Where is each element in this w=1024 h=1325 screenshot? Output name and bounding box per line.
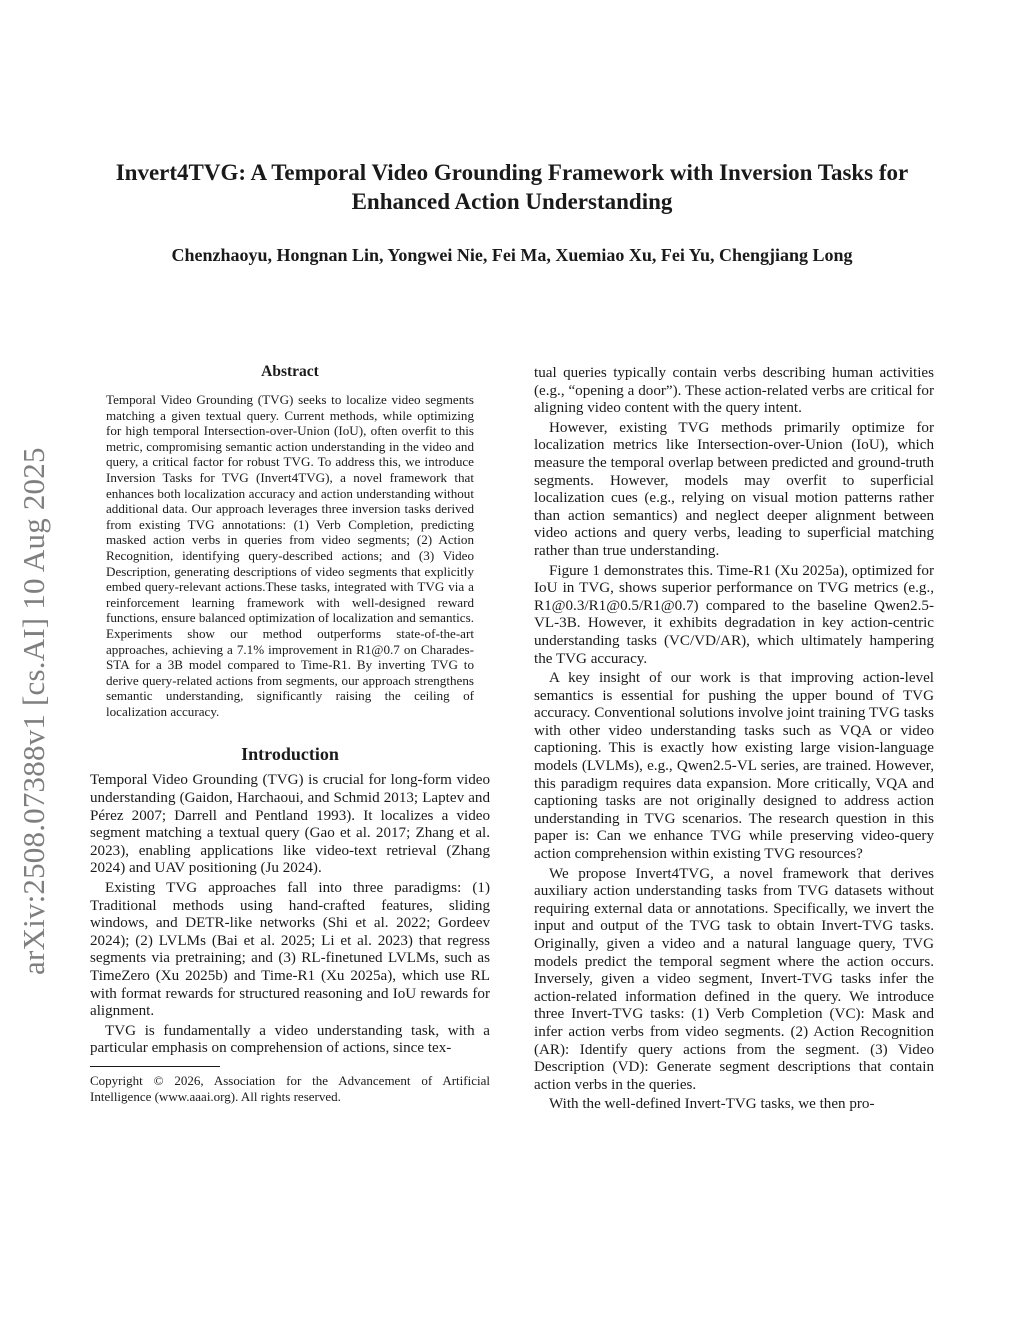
intro-paragraph-continued: tual queries typically contain verbs describing human activities (e.g., “opening a door”). These action-related verbs are critical for aligning video content with the query intent. [534,365,934,417]
author-list: Chenzhaoyu, Hongnan Lin, Yongwei Nie, Fei Ma, Xuemiao Xu, Fei Yu, Chengjiang Long [171,245,853,265]
abstract-text: Temporal Video Grounding (TVG) seeks to localize video segments matching a given textual query. Current methods, while optimizing for high temporal Intersection-over-Union (IoU), often overfit to this metric, compromising semantic action understanding in the video and query, a critical factor for robust TVG. To address this, we introduce Inversion Tasks for TVG (Invert4TVG), a novel framework that enhances both localization accuracy and action understanding without additional data. Our approach leverages three inversion tasks derived from existing TVG annotations: (1) Verb Completion, predicting masked action verbs in queries from video segments; (2) Action Recognition, identifying query-described actions; and (3) Video Description, generating descriptions of video segments that explicitly embed query-relevant actions.These tasks, integrated with TVG via a reinforcement learning framework with well-designed reward functions, ensure balanced optimization of localization and semantics. Experiments show our method outperforms state-of-the-art approaches, achieving a 7.1% improvement in R1@0.7 on Charades-STA for a 3B model compared to Time-R1. By inverting TVG to derive query-related actions from segments, our approach strengthens semantic understanding, significantly raising the ceiling of localization accuracy. [106,392,474,719]
paper-title-line-2: Enhanced Action Understanding [351,189,673,214]
footnote-divider [90,1066,220,1067]
copyright-footnote: Copyright © 2026, Association for the Advancement of Artificial Intelligence (www.aaai.org). All rights reserved. [90,1072,490,1104]
intro-paragraph-5: Figure 1 demonstrates this. Time-R1 (Xu 2025a), optimized for IoU in TVG, shows superior performance on TVG metrics (e.g., R1@0.3/R1@0.5/R1@0.7) compared to the baseline Qwen2.5-VL-3B. However, it exhibits degradation in key action-centric understanding tasks (VC/VD/AR), which ultimately hampering the TVG accuracy. [534,562,934,667]
right-column [534,365,934,1116]
intro-paragraph-6: A key insight of our work is that improving action-level semantics is essential for pushing the upper bound of TVG accuracy. Conventional solutions involve joint training TVG tasks with other video understanding tasks such as VQA or video captioning. This is exactly how existing large vision-language models (LVLMs), e.g., Qwen2.5-VL series, are trained. However, this paradigm requires data expansion. More critically, VQA and captioning tasks are not originally designed to address action understanding in TVG scenarios. The research question in this paper is: Can we enhance TVG while preserving video-query action comprehension within existing TVG resources? [534,670,934,863]
abstract-section [90,362,490,719]
abstract-heading: Abstract [261,363,319,380]
paper-title-line-1: Invert4TVG: A Temporal Video Grounding Framework with Inversion Tasks for [115,160,909,185]
intro-paragraph-4: However, existing TVG methods primarily optimize for localization metrics like Intersection-over-Union (IoU), which measure the temporal overlap between predicted and ground-truth segments. However, models may overfit to superficial localization cues (e.g., relying on visual motion patterns rather than action semantics) and neglect deeper alignment between video actions and query verbs, leading to superficial matching rather than true understanding. [534,419,934,559]
intro-paragraph-1: Temporal Video Grounding (TVG) is crucial for long-form video understanding (Gaidon, Harchaoui, and Schmid 2013; Laptev and Pérez 2007; Darrell and Pentland 1993). It localizes a video segment matching a textual query (Gao et al. 2017; Zhang et al. 2023), enabling applications like video-text retrieval (Zhang 2024) and UAV positioning (Ju 2024). [90,772,490,877]
paper-title [60,158,964,216]
intro-paragraph-3: TVG is fundamentally a video understanding task, with a particular emphasis on comprehension of actions, since tex- [90,1022,490,1057]
left-column [90,362,490,1105]
arxiv-identifier-stamp: arXiv:2508.07388v1 [cs.AI] 10 Aug 2025 [16,447,51,975]
intro-paragraph-8: With the well-defined Invert-TVG tasks, we then pro- [549,1096,875,1113]
intro-paragraph-2: Existing TVG approaches fall into three paradigms: (1) Traditional methods using hand-crafted features, sliding windows, and DETR-like networks (Shi et al. 2022; Gordeev 2024); (2) LVLMs (Bai et al. 2025; Li et al. 2023) that regress segments via pretraining; and (3) RL-finetuned LVLMs, such as TimeZero (Xu 2025b) and Time-R1 (Xu 2025a), which use RL with format rewards for structured reasoning and IoU rewards for alignment. [90,880,490,1020]
intro-paragraph-7: We propose Invert4TVG, a novel framework that derives auxiliary action understanding tasks from TVG datasets without requiring external data or annotations. Specifically, we invert the input and output of the TVG task to obtain Invert-TVG tasks. Originally, given a video and a natural language query, TVG models predict the temporal segment where the action occurs. Inversely, given a video segment, Invert-TVG tasks infer the action-related information defined in the query. We introduce three Invert-TVG tasks: (1) Verb Completion (VC): Mask and infer action verbs from video segments. (2) Action Recognition (AR): Identify query actions from the segment. (3) Video Description (VD): Generate segment descriptions that contain action verbs in the queries. [534,865,934,1093]
introduction-heading: Introduction [241,744,339,765]
